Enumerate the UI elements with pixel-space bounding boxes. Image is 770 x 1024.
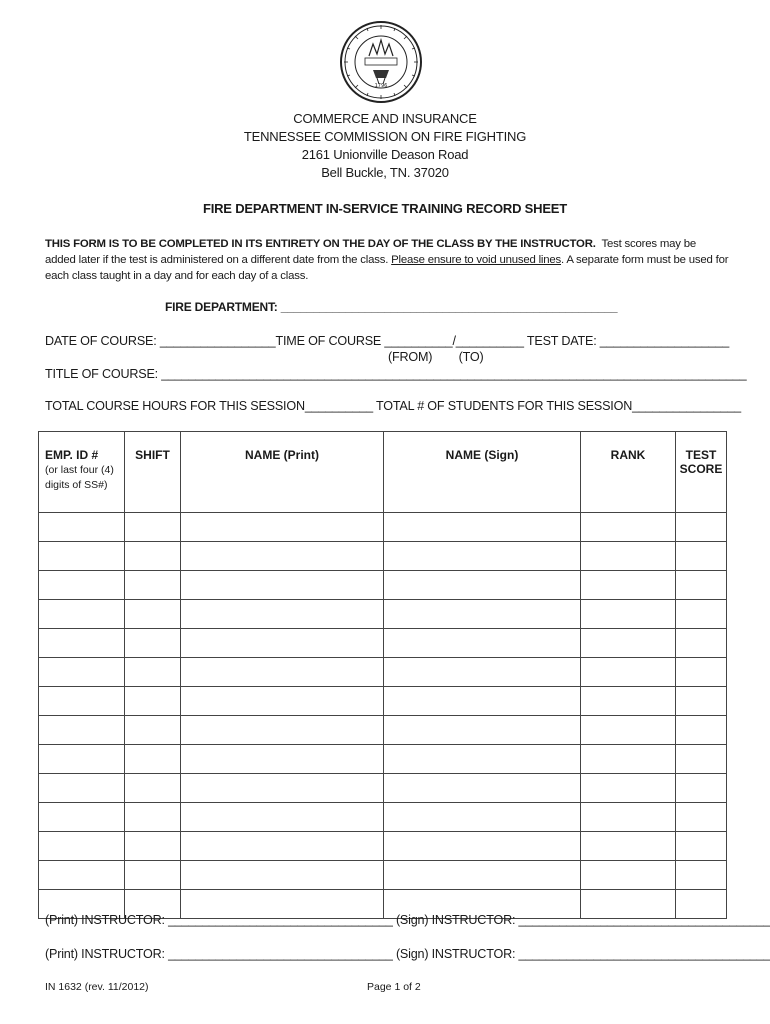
cell-rank[interactable]	[581, 803, 676, 832]
agency-name: COMMERCE AND INSURANCE	[293, 111, 477, 126]
cell-emp-id[interactable]	[39, 832, 125, 861]
page-number: Page 1 of 2	[367, 981, 421, 993]
col-score-label: SCORE	[679, 462, 723, 476]
cell-rank[interactable]	[581, 861, 676, 890]
cell-test-score[interactable]	[676, 774, 727, 803]
table-row	[39, 716, 727, 745]
cell-name-print[interactable]	[181, 745, 384, 774]
cell-emp-id[interactable]	[39, 542, 125, 571]
cell-name-sign[interactable]	[384, 745, 581, 774]
cell-rank[interactable]	[581, 513, 676, 542]
instructions-underlined: Please ensure to void unused lines	[391, 254, 562, 266]
cell-rank[interactable]	[581, 658, 676, 687]
cell-shift[interactable]	[125, 716, 181, 745]
address-city: Bell Buckle, TN. 37020	[321, 165, 449, 180]
form-id: IN 1632 (rev. 11/2012)	[45, 981, 149, 993]
fire-department-field[interactable]: FIRE DEPARTMENT: ____________________________________________________	[165, 300, 618, 314]
cell-test-score[interactable]	[676, 658, 727, 687]
cell-name-sign[interactable]	[384, 542, 581, 571]
table-row	[39, 774, 727, 803]
cell-name-print[interactable]	[181, 687, 384, 716]
instructions-bold: THIS FORM IS TO BE COMPLETED IN ITS ENTIRETY ON THE DAY OF THE CLASS BY THE INSTRUCTOR.	[45, 238, 596, 250]
cell-shift[interactable]	[125, 774, 181, 803]
hours-students-fields[interactable]: TOTAL COURSE HOURS FOR THIS SESSION__________ TOTAL # OF STUDENTS FOR THIS SESSION________________	[45, 399, 741, 413]
col-emp-id-note: (or last four (4) digits of SS#)	[45, 464, 114, 491]
cell-test-score[interactable]	[676, 542, 727, 571]
col-emp-id-label: EMP. ID #	[45, 448, 99, 462]
table-header-row	[39, 432, 727, 513]
table-row	[39, 832, 727, 861]
from-to-labels: (FROM) (TO)	[388, 350, 484, 364]
cell-shift[interactable]	[125, 629, 181, 658]
table-row	[39, 571, 727, 600]
instructions-text-2: . A separate form must be used for each class taught in a day and for each day of a class.	[45, 254, 729, 282]
cell-shift[interactable]	[125, 803, 181, 832]
cell-test-score[interactable]	[676, 687, 727, 716]
instructions	[45, 236, 729, 284]
cell-name-print[interactable]	[181, 716, 384, 745]
cell-shift[interactable]	[125, 745, 181, 774]
table-row	[39, 600, 727, 629]
cell-emp-id[interactable]	[39, 600, 125, 629]
cell-name-print[interactable]	[181, 600, 384, 629]
cell-name-sign[interactable]	[384, 658, 581, 687]
cell-test-score[interactable]	[676, 861, 727, 890]
cell-name-print[interactable]	[181, 629, 384, 658]
table-row	[39, 629, 727, 658]
table-row	[39, 658, 727, 687]
col-shift: SHIFT	[125, 432, 181, 513]
cell-emp-id[interactable]	[39, 513, 125, 542]
col-name-sign: NAME (Sign)	[384, 432, 581, 513]
cell-name-print[interactable]	[181, 513, 384, 542]
table-row	[39, 542, 727, 571]
cell-test-score[interactable]	[676, 513, 727, 542]
cell-name-print[interactable]	[181, 774, 384, 803]
cell-shift[interactable]	[125, 832, 181, 861]
cell-rank[interactable]	[581, 716, 676, 745]
cell-shift[interactable]	[125, 687, 181, 716]
cell-rank[interactable]	[581, 629, 676, 658]
cell-shift[interactable]	[125, 658, 181, 687]
cell-rank[interactable]	[581, 774, 676, 803]
cell-emp-id[interactable]	[39, 658, 125, 687]
cell-test-score[interactable]	[676, 629, 727, 658]
cell-name-sign[interactable]	[384, 832, 581, 861]
table-row	[39, 861, 727, 890]
cell-name-print[interactable]	[181, 658, 384, 687]
training-roster-table	[38, 431, 727, 919]
col-test-label: TEST	[685, 448, 717, 462]
cell-rank[interactable]	[581, 832, 676, 861]
address-street: 2161 Unionville Deason Road	[301, 147, 469, 162]
cell-rank[interactable]	[581, 571, 676, 600]
title-of-course-field[interactable]: TITLE OF COURSE: ______________________________________________________________________________________	[45, 367, 747, 381]
cell-name-sign[interactable]	[384, 513, 581, 542]
cell-rank[interactable]	[581, 600, 676, 629]
cell-test-score[interactable]	[676, 803, 727, 832]
instructions-text-1: Test scores may be added later if the test is administered on a different date from the class.	[45, 238, 696, 266]
cell-test-score[interactable]	[676, 832, 727, 861]
instructor-signature-line-2[interactable]: (Print) INSTRUCTOR: _________________________________ (Sign) INSTRUCTOR: _____________________________________	[45, 947, 770, 961]
table-row	[39, 745, 727, 774]
cell-test-score[interactable]	[676, 600, 727, 629]
svg-text:1796: 1796	[374, 83, 388, 89]
cell-shift[interactable]	[125, 513, 181, 542]
cell-name-print[interactable]	[181, 571, 384, 600]
col-name-print: NAME (Print)	[181, 432, 384, 513]
cell-name-print[interactable]	[181, 542, 384, 571]
cell-name-sign[interactable]	[384, 803, 581, 832]
form-title: FIRE DEPARTMENT IN-SERVICE TRAINING RECORD SHEET	[202, 201, 568, 216]
cell-name-print[interactable]	[181, 832, 384, 861]
col-test-score	[676, 432, 727, 513]
cell-name-print[interactable]	[181, 861, 384, 890]
cell-name-sign[interactable]	[384, 571, 581, 600]
cell-name-sign[interactable]	[384, 716, 581, 745]
cell-rank[interactable]	[581, 542, 676, 571]
col-rank: RANK	[581, 432, 676, 513]
cell-name-sign[interactable]	[384, 629, 581, 658]
cell-rank[interactable]	[581, 687, 676, 716]
cell-test-score[interactable]	[676, 716, 727, 745]
instructor-signature-line-1[interactable]: (Print) INSTRUCTOR: _________________________________ (Sign) INSTRUCTOR: _____________________________________	[45, 913, 770, 927]
cell-shift[interactable]	[125, 600, 181, 629]
cell-test-score[interactable]	[676, 571, 727, 600]
col-emp-id	[39, 432, 125, 513]
cell-shift[interactable]	[125, 861, 181, 890]
cell-name-sign[interactable]	[384, 600, 581, 629]
cell-name-sign[interactable]	[384, 774, 581, 803]
cell-name-sign[interactable]	[384, 861, 581, 890]
commission-name: TENNESSEE COMMISSION ON FIRE FIGHTING	[243, 129, 527, 144]
cell-emp-id[interactable]	[39, 803, 125, 832]
table-row	[39, 803, 727, 832]
cell-rank[interactable]	[581, 745, 676, 774]
cell-emp-id[interactable]	[39, 745, 125, 774]
cell-name-sign[interactable]	[384, 687, 581, 716]
cell-shift[interactable]	[125, 571, 181, 600]
cell-emp-id[interactable]	[39, 687, 125, 716]
cell-emp-id[interactable]	[39, 774, 125, 803]
table-row	[39, 687, 727, 716]
table-row	[39, 513, 727, 542]
state-seal-icon	[339, 20, 423, 104]
cell-test-score[interactable]	[676, 745, 727, 774]
cell-emp-id[interactable]	[39, 571, 125, 600]
cell-emp-id[interactable]	[39, 716, 125, 745]
date-time-fields[interactable]: DATE OF COURSE: _________________TIME OF COURSE __________/__________ TEST DATE: ___________________	[45, 334, 730, 348]
cell-name-print[interactable]	[181, 803, 384, 832]
cell-shift[interactable]	[125, 542, 181, 571]
cell-emp-id[interactable]	[39, 861, 125, 890]
cell-emp-id[interactable]	[39, 629, 125, 658]
